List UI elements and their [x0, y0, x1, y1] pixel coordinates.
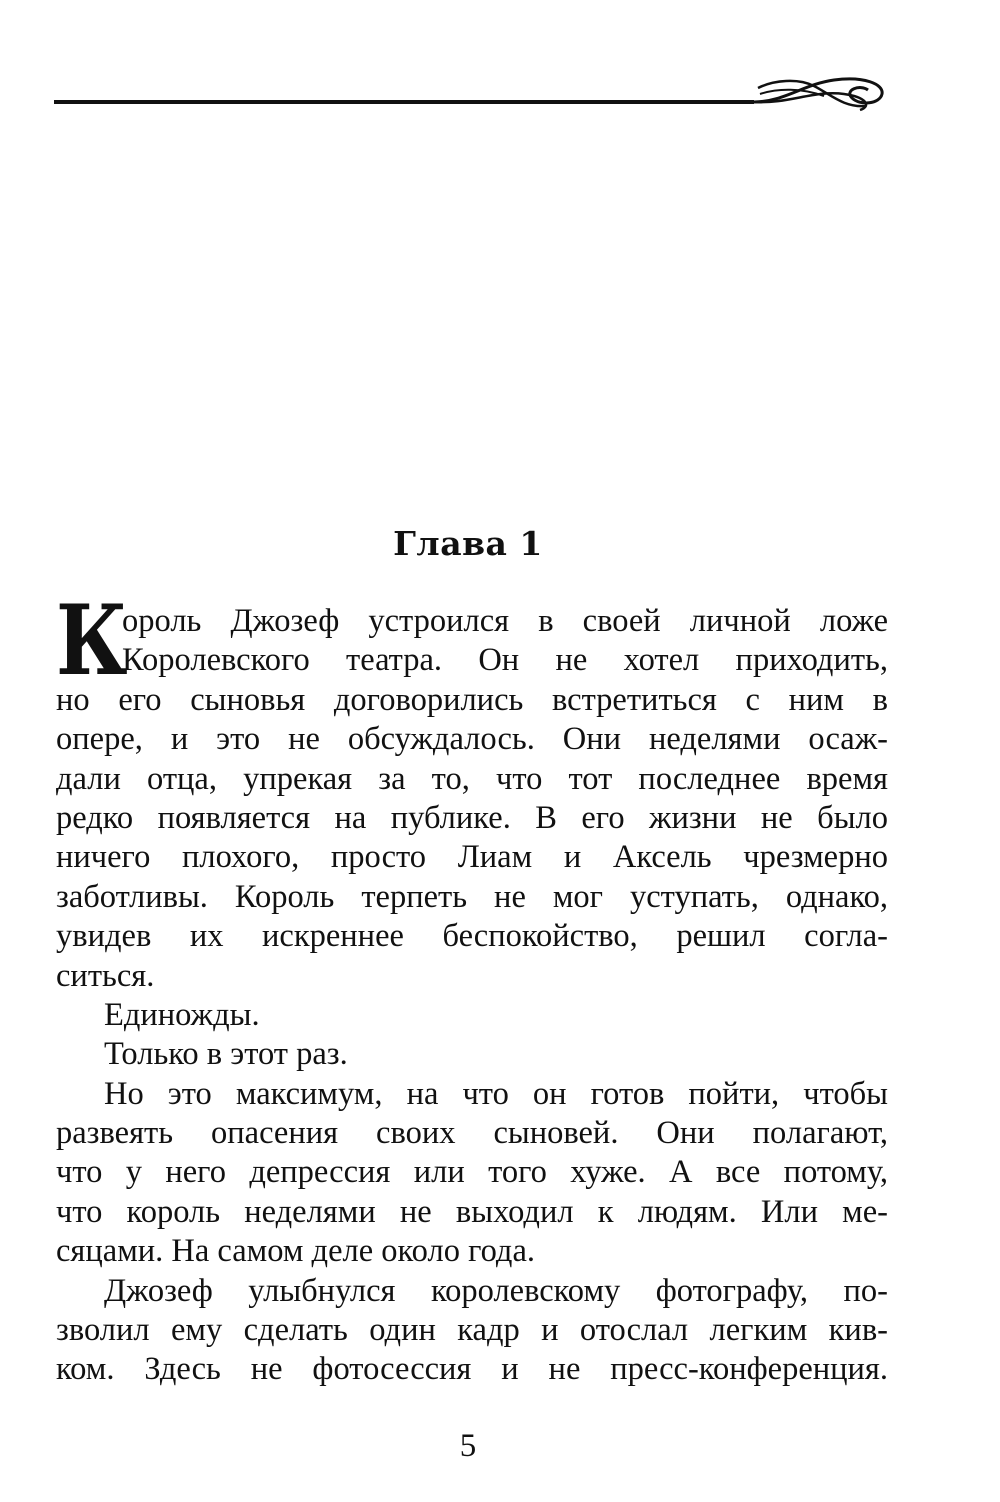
header-ornament-rule: [54, 58, 894, 128]
text-line: развеять опасения своих сыновей. Они полагают,: [56, 1115, 888, 1152]
text-line: но его сыновья договорились встретиться с ним в: [56, 681, 888, 718]
text-line: зволил ему сделать один кадр и отослал легким кив-: [56, 1312, 888, 1349]
text-line: Королевского театра. Он не хотел приходить,: [122, 642, 888, 679]
chapter-title: Глава 1: [393, 524, 543, 563]
body-text: [56, 584, 888, 1390]
text-line: увидев их искреннее беспокойство, решил согла-: [56, 918, 888, 955]
text-line: Единожды.: [104, 996, 260, 1033]
text-line: редко появляется на публике. В его жизни не было: [56, 799, 888, 836]
text-line: ничего плохого, просто Лиам и Аксель чрезмерно: [56, 839, 888, 876]
drop-cap: К: [56, 584, 128, 697]
text-line: что король неделями не выходил к людям. Или ме-: [56, 1193, 888, 1230]
text-line: ситься.: [56, 957, 155, 994]
page-number: 5: [459, 1428, 477, 1464]
text-line: ком. Здесь не фотосессия и не пресс-конференция.: [56, 1351, 888, 1388]
text-line: Только в этот раз.: [104, 1036, 348, 1073]
text-line: ороль Джозеф устроился в своей личной ложе: [122, 603, 888, 639]
text-line: Джозеф улыбнулся королевскому фотографу, по-: [104, 1272, 888, 1309]
text-line: что у него депрессия или того хуже. А все потому,: [56, 1154, 888, 1191]
text-line: дали отца, упрекая за то, что тот последнее время: [56, 760, 888, 797]
text-line: Но это максимум, на что он готов пойти, чтобы: [104, 1075, 888, 1112]
text-line: сяцами. На самом деле около года.: [56, 1233, 536, 1270]
text-line: опере, и это не обсуждалось. Они неделями осаж-: [56, 721, 888, 758]
text-line: заботливы. Король терпеть не мог уступать, однако,: [56, 878, 888, 915]
